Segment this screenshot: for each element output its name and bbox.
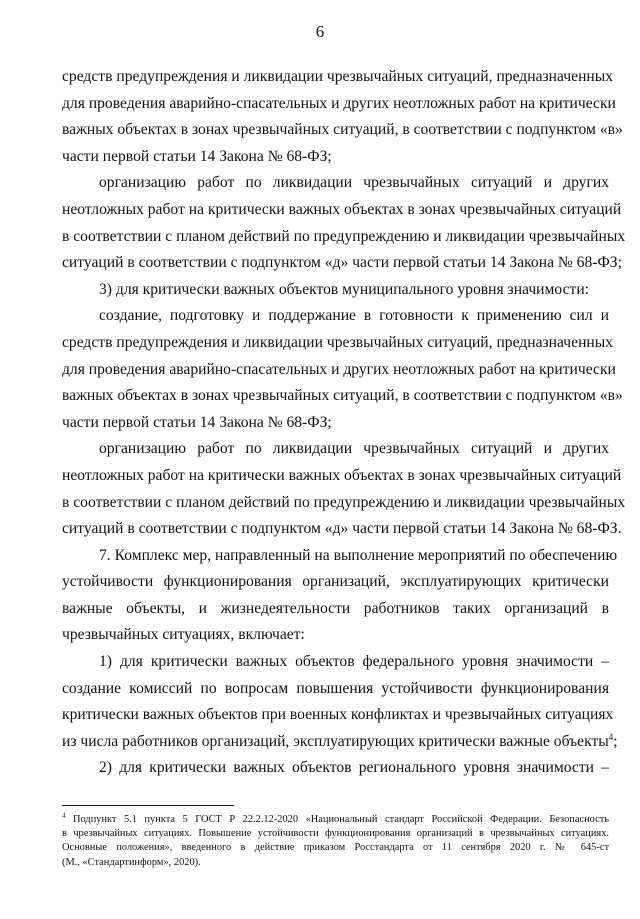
footnote-line: Основные положения», введенного в действие приказом Росстандарта от 11 сентября 2020 г. № 645-ст [62,842,609,854]
text-line: ситуаций в соответствии с подпунктом «д» части первой статьи 14 Закона № 68-ФЗ. [62,520,622,538]
text-line: важные объекты, и жизнедеятельности работников таких организаций в [62,599,609,617]
footnote-text: Подпункт 5.1 пункта 5 ГОСТ Р 22.2.12-2020 «Национальный стандарт Российской Федерации. Безопасность [73,814,609,825]
footnote [62,813,609,870]
text-line: 7. Комплекс мер, направленный на выполнение мероприятий по обеспечению [99,546,618,564]
paragraph [62,277,609,304]
text-line: неотложных работ на критически важных объектах в зонах чрезвычайных ситуаций [62,466,622,484]
paragraph [62,64,623,170]
text-line: устойчивости функционирования организаций, эксплуатирующих критически [62,573,609,591]
footnote-reference[interactable]: 4 [608,731,614,742]
paragraph [62,303,623,436]
document-body [62,64,626,782]
text-line: средств предупреждения и ликвидации чрезвычайных ситуаций, предназначенных [62,68,614,85]
page-number: 6 [315,22,325,41]
text-line: для проведения аварийно-спасательных и других неотложных работ на критически [62,360,616,378]
paragraph [62,170,626,276]
footnote-line: (М., «Стандартинформ», 2020). [62,856,201,868]
text-line: организацию работ по ликвидации чрезвычайных ситуаций и других [99,440,609,458]
paragraph [62,543,618,649]
text-line: части первой статьи 14 Закона № 68-ФЗ; [62,147,332,165]
text-line: чрезвычайных ситуациях, включает: [62,626,305,644]
text-line: создание комиссий по вопросам повышения устойчивости функционирования [62,679,609,697]
text-line: средств предупреждения и ликвидации чрезвычайных ситуаций, предназначенных [62,333,614,351]
text-line: важных объектах в зонах чрезвычайных ситуаций, в соответствии с подпунктом «в» [62,121,623,139]
text-line: важных объектах в зонах чрезвычайных ситуаций, в соответствии с подпунктом «в» [62,387,623,405]
text-line: неотложных работ на критически важных объектах в зонах чрезвычайных ситуаций [62,200,622,218]
footnote-marker: 4 [62,811,66,820]
paragraph [62,436,626,542]
text-line: для проведения аварийно-спасательных и других неотложных работ на критически [62,94,616,112]
text-line: ситуаций в соответствии с подпунктом «д» части первой статьи 14 Закона № 68-ФЗ; [62,254,622,272]
text-line: 3) для критически важных объектов муниципального уровня значимости: [99,280,589,298]
text-line: 2) для критически важных объектов регионального уровня значимости – [99,759,609,777]
text-line: в соответствии с планом действий по предупреждению и ликвидации чрезвычайных [62,227,626,245]
paragraph [62,649,618,755]
text-line: критически важных объектов при военных конфликтах и чрезвычайных ситуациях [62,706,614,724]
footnote-line: в чрезвычайных ситуациях. Повышение устойчивости функционирования организаций в чрезвычайных ситуациях. [62,828,609,840]
text-line: организацию работ по ликвидации чрезвычайных ситуаций и других [99,174,609,192]
text-line: из числа работников организаций, эксплуатирующих критически важные объекты [62,732,609,750]
text-line: части первой статьи 14 Закона № 68-ФЗ; [62,413,332,431]
footnote-line [62,813,609,827]
text-line-with-footnote [62,729,618,756]
trailing-punctuation: ; [613,732,618,750]
text-line: 1) для критически важных объектов федерального уровня значимости – [99,653,609,671]
footnote-divider [62,805,234,806]
text-line: создание, подготовку и поддержание в готовности к применению сил и [99,307,609,325]
text-line: в соответствии с планом действий по предупреждению и ликвидации чрезвычайных [62,493,626,511]
paragraph [62,755,609,782]
